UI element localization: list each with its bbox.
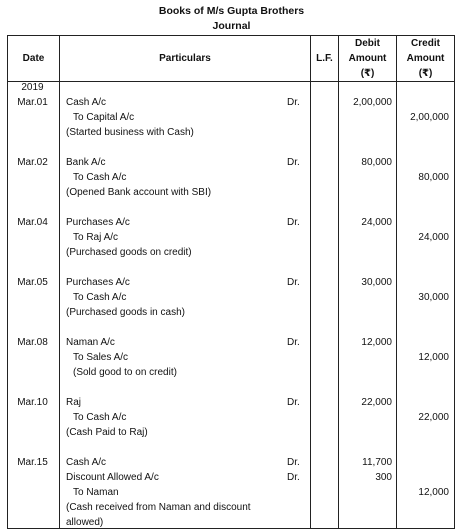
header-debit-amount: [339, 36, 396, 81]
credit-amount: 24,000: [418, 232, 449, 243]
narration: (Opened Bank account with SBI): [66, 187, 212, 198]
credit-amount: 2,00,000: [410, 112, 449, 123]
entry-date: Mar.10: [17, 397, 48, 408]
dr-marker: Dr.: [287, 97, 300, 108]
credit-account: To Cash A/c: [73, 172, 127, 183]
header-credit-amount: [397, 36, 454, 81]
debit-account: Cash A/c: [66, 457, 107, 468]
dr-marker: Dr.: [287, 472, 300, 483]
header-debit-currency: (₹): [360, 68, 375, 79]
credit-account: To Raj A/c: [73, 232, 119, 243]
credit-account: To Cash A/c: [73, 292, 127, 303]
debit-account: Purchases A/c: [66, 217, 130, 228]
dr-marker: Dr.: [287, 157, 300, 168]
entry-date: Mar.08: [17, 337, 48, 348]
dr-marker: Dr.: [287, 457, 300, 468]
debit-amount: 22,000: [361, 397, 392, 408]
credit-amount: 80,000: [418, 172, 449, 183]
journal-subtitle: Journal: [212, 20, 251, 32]
narration: (Sold good to on credit): [73, 367, 177, 378]
header-debit-label: Debit: [355, 38, 380, 49]
debit-account: Discount Allowed A/c: [66, 472, 159, 483]
header-credit-currency: (₹): [418, 68, 433, 79]
credit-account: To Cash A/c: [73, 412, 127, 423]
debit-amount: 12,000: [361, 337, 392, 348]
debit-account: Cash A/c: [66, 97, 107, 108]
dr-marker: Dr.: [287, 337, 300, 348]
header-date: Date: [22, 53, 45, 64]
debit-account: Naman A/c: [66, 337, 115, 348]
header-lf: L.F.: [316, 53, 333, 64]
entry-date: Mar.01: [17, 97, 48, 108]
credit-account: To Naman: [73, 487, 119, 498]
book-title: Books of M/s Gupta Brothers: [158, 5, 305, 17]
entry-date: Mar.05: [17, 277, 48, 288]
debit-amount: 30,000: [361, 277, 392, 288]
credit-amount: 30,000: [418, 292, 449, 303]
column-divider: [310, 35, 311, 529]
narration: (Cash received from Naman and discount: [66, 502, 251, 513]
entry-date: Mar.15: [17, 457, 48, 468]
header-credit-amount-label: Amount: [406, 53, 445, 64]
credit-account: To Sales A/c: [73, 352, 129, 363]
entry-date: Mar.02: [17, 157, 48, 168]
credit-amount: 12,000: [418, 352, 449, 363]
debit-amount: 11,700: [362, 457, 392, 468]
credit-amount: 12,000: [418, 487, 449, 498]
debit-amount: 24,000: [361, 217, 392, 228]
dr-marker: Dr.: [287, 277, 300, 288]
debit-account: Raj: [66, 397, 82, 408]
header-particulars: Particulars: [159, 53, 211, 64]
dr-marker: Dr.: [287, 217, 300, 228]
narration: (Cash Paid to Raj): [66, 427, 148, 438]
column-divider: [59, 35, 60, 529]
entry-date: Mar.04: [17, 217, 48, 228]
narration: (Purchased goods on credit): [66, 247, 192, 258]
header-divider: [7, 81, 455, 82]
narration: allowed): [66, 517, 104, 528]
credit-account: To Capital A/c: [73, 112, 135, 123]
narration: (Purchased goods in cash): [66, 307, 185, 318]
credit-amount: 22,000: [418, 412, 449, 423]
year-label: 2019: [21, 82, 44, 93]
narration: (Started business with Cash): [66, 127, 194, 138]
debit-amount: 2,00,000: [353, 97, 392, 108]
header-debit-amount-label: Amount: [348, 53, 387, 64]
debit-account: Bank A/c: [66, 157, 106, 168]
debit-account: Purchases A/c: [66, 277, 130, 288]
dr-marker: Dr.: [287, 397, 300, 408]
header-credit-label: Credit: [411, 38, 440, 49]
debit-amount: 300: [375, 472, 392, 483]
debit-amount: 80,000: [361, 157, 392, 168]
